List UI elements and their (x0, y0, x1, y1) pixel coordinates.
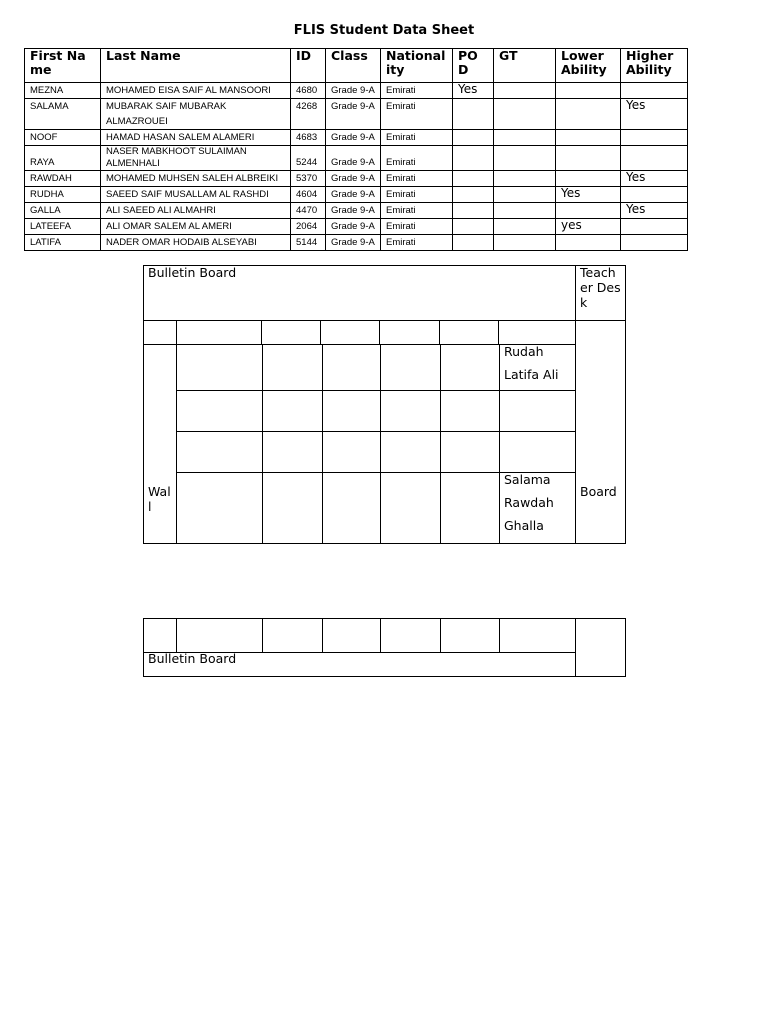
cell-pod (453, 99, 494, 130)
cell-class: Grade 9-A (326, 235, 381, 251)
cell-first: NOOF (25, 130, 101, 146)
cell-lower-value: yes (561, 218, 582, 232)
cell-class: Grade 9-A (326, 203, 381, 219)
student-name: Rudah (504, 344, 544, 359)
cell-first: SALAMA (25, 99, 101, 130)
cell-class: Grade 9-A (326, 99, 381, 130)
cell-pod (453, 235, 494, 251)
table-header-row (25, 49, 688, 83)
cell-last: MUBARAK SAIF MUBARAK ALMAZROUEI (101, 99, 291, 130)
student-name: Rawdah (504, 495, 554, 510)
cell-id: 4470 (291, 203, 326, 219)
table-row (25, 99, 688, 130)
student-name: Latifa Ali (504, 367, 559, 382)
cell-id: 5370 (291, 171, 326, 187)
cell-lower (556, 187, 621, 203)
cell-first: MEZNA (25, 83, 101, 99)
cell-first: RUDHA (25, 187, 101, 203)
cell-last: SAEED SAIF MUSALLAM AL RASHDI (101, 187, 291, 203)
column-header: Class (326, 49, 381, 83)
bottom-plan-frame (143, 618, 626, 677)
cell-last: MOHAMED EISA SAIF AL MANSOORI (101, 83, 291, 99)
table-row (25, 187, 688, 203)
cell-id: 4680 (291, 83, 326, 99)
cell-pod (453, 187, 494, 203)
cell-gt (494, 99, 556, 130)
cell-nat: Emirati (381, 83, 453, 99)
table-row (25, 219, 688, 235)
cell-class: Grade 9-A (326, 187, 381, 203)
cell-id: 5144 (291, 235, 326, 251)
cell-id: 4268 (291, 99, 326, 130)
page-title: FLIS Student Data Sheet (293, 23, 475, 38)
cell-last: ALI SAEED ALI ALMAHRI (101, 203, 291, 219)
student-data-table (24, 48, 688, 251)
cell-id: 4604 (291, 187, 326, 203)
cell-nat: Emirati (381, 130, 453, 146)
student-name: Ghalla (504, 518, 544, 533)
cell-higher (621, 171, 688, 187)
cell-higher (621, 235, 688, 251)
column-header: Last Name (101, 49, 291, 83)
board-label: Board (580, 484, 617, 499)
cell-lower (556, 219, 621, 235)
cell-lower (556, 203, 621, 219)
cell-higher (621, 83, 688, 99)
cell-higher-value: Yes (626, 98, 646, 112)
table-row (25, 130, 688, 146)
cell-class: Grade 9-A (326, 146, 381, 171)
cell-class: Grade 9-A (326, 171, 381, 187)
cell-gt (494, 171, 556, 187)
cell-nat: Emirati (381, 146, 453, 171)
column-header: POD (453, 49, 494, 83)
cell-nat: Emirati (381, 235, 453, 251)
cell-lower (556, 235, 621, 251)
column-header: First Name (25, 49, 101, 83)
cell-lower (556, 171, 621, 187)
cell-gt (494, 219, 556, 235)
wall-label: Wall (148, 484, 171, 514)
table-row (25, 83, 688, 99)
cell-higher-value: Yes (626, 170, 646, 184)
bulletin-board-label: Bulletin Board (148, 265, 237, 280)
table-body (25, 83, 688, 251)
cell-class: Grade 9-A (326, 219, 381, 235)
cell-nat: Emirati (381, 219, 453, 235)
teacher-desk-label: Teacher Desk (580, 265, 621, 310)
cell-id: 5244 (291, 146, 326, 171)
table-row (25, 235, 688, 251)
cell-first: RAWDAH (25, 171, 101, 187)
bulletin-board-label: Bulletin Board (148, 651, 237, 666)
column-header: ID (291, 49, 326, 83)
column-header: GT (494, 49, 556, 83)
cell-pod (453, 203, 494, 219)
cell-pod (453, 219, 494, 235)
table-row (25, 203, 688, 219)
cell-gt (494, 146, 556, 171)
cell-class: Grade 9-A (326, 83, 381, 99)
cell-gt (494, 187, 556, 203)
cell-first: GALLA (25, 203, 101, 219)
cell-higher (621, 99, 688, 130)
cell-pod (453, 146, 494, 171)
cell-lower (556, 83, 621, 99)
cell-first: LATEEFA (25, 219, 101, 235)
cell-higher (621, 130, 688, 146)
cell-nat: Emirati (381, 203, 453, 219)
cell-last: HAMAD HASAN SALEM ALAMERI (101, 130, 291, 146)
cell-higher (621, 203, 688, 219)
cell-higher (621, 146, 688, 171)
cell-gt (494, 235, 556, 251)
cell-last: NADER OMAR HODAIB ALSEYABI (101, 235, 291, 251)
cell-first: RAYA (25, 146, 101, 171)
cell-last: MOHAMED MUHSEN SALEH ALBREIKI (101, 171, 291, 187)
table-row (25, 146, 688, 171)
cell-higher (621, 187, 688, 203)
cell-id: 4683 (291, 130, 326, 146)
cell-nat: Emirati (381, 171, 453, 187)
cell-last: ALI OMAR SALEM AL AMERI (101, 219, 291, 235)
cell-higher (621, 219, 688, 235)
cell-pod-value: Yes (458, 82, 478, 96)
cell-pod (453, 130, 494, 146)
cell-class: Grade 9-A (326, 130, 381, 146)
cell-gt (494, 83, 556, 99)
cell-id: 2064 (291, 219, 326, 235)
cell-pod (453, 171, 494, 187)
cell-lower (556, 99, 621, 130)
cell-pod (453, 83, 494, 99)
column-header: Lower Ability (556, 49, 621, 83)
column-header: Nationality (381, 49, 453, 83)
cell-last: NASER MABKHOOT SULAIMAN ALMENHALI (101, 146, 291, 171)
cell-nat: Emirati (381, 99, 453, 130)
cell-higher-value: Yes (626, 202, 646, 216)
column-header: Higher Ability (621, 49, 688, 83)
cell-lower (556, 146, 621, 171)
cell-lower-value: Yes (561, 186, 581, 200)
cell-nat: Emirati (381, 187, 453, 203)
cell-first: LATIFA (25, 235, 101, 251)
cell-gt (494, 203, 556, 219)
student-name: Salama (504, 472, 551, 487)
table-row (25, 171, 688, 187)
cell-gt (494, 130, 556, 146)
cell-lower (556, 130, 621, 146)
